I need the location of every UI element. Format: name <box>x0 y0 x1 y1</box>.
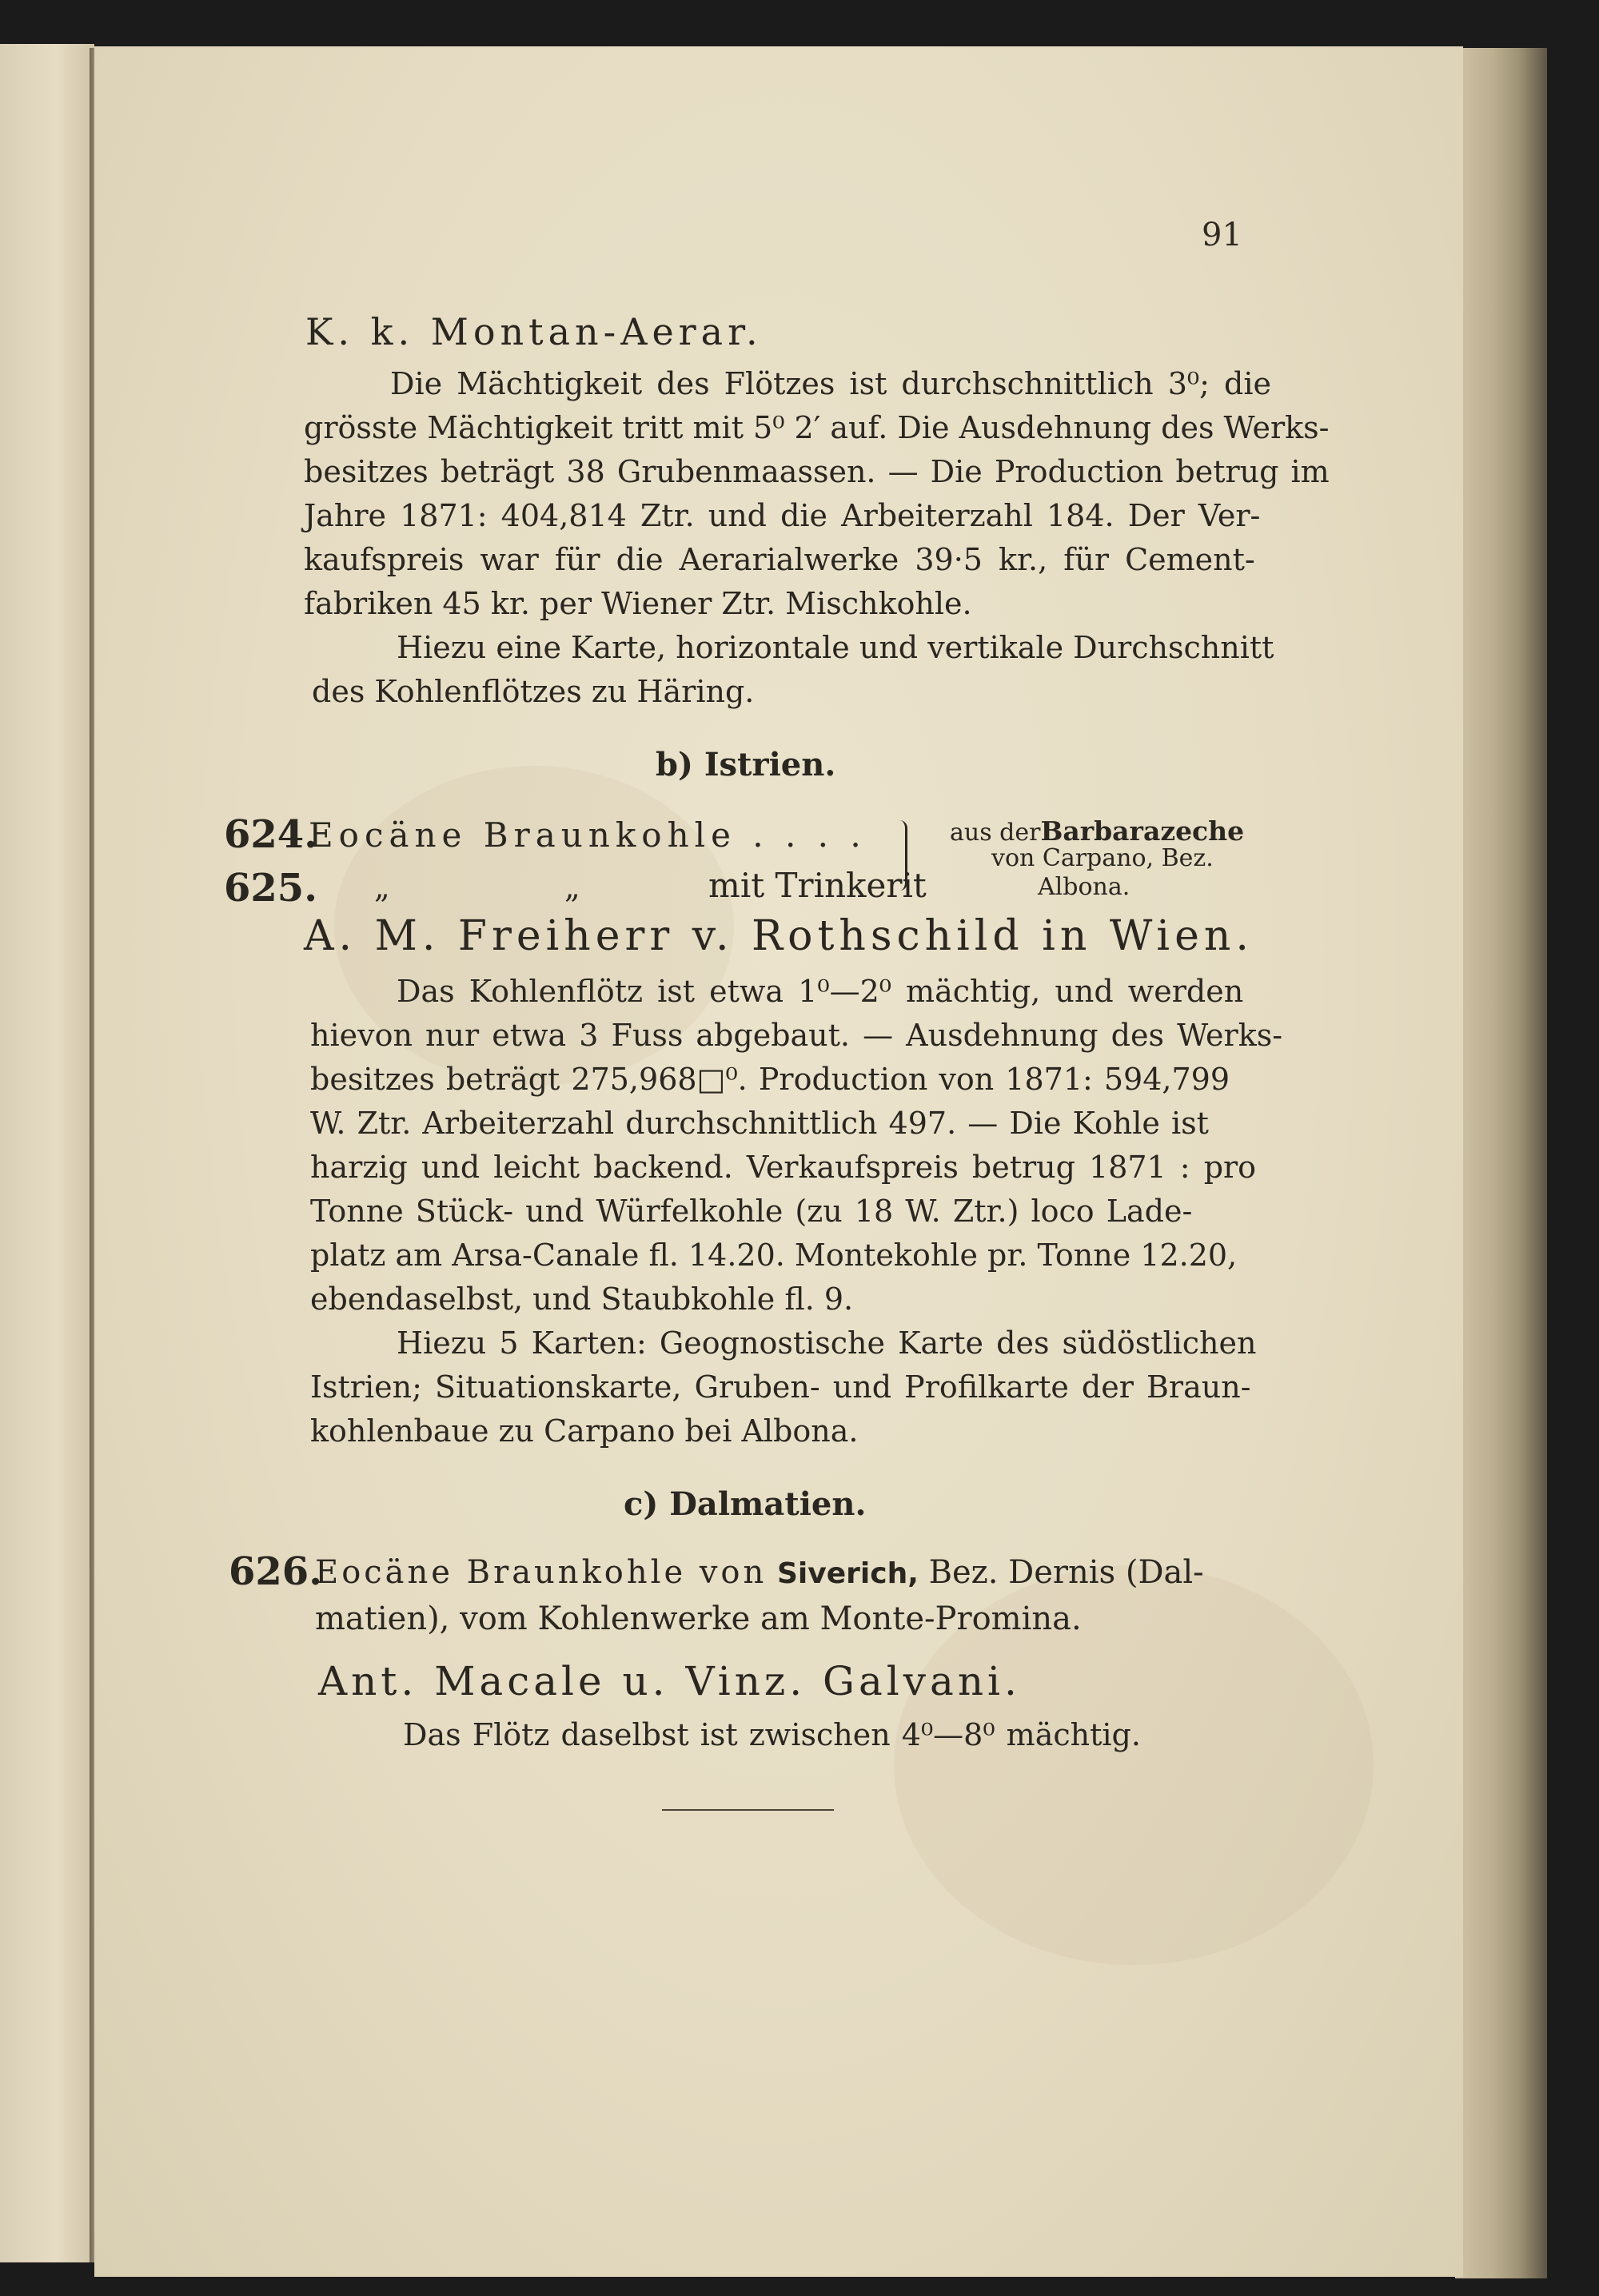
istrien-line-6: Tonne Stück- und Würfelkohle (zu 18 W. Ztr.) loco Lade- <box>310 1194 1193 1229</box>
item-626-district: Bez. Dernis (Dal- <box>928 1554 1204 1591</box>
section-istrien: b) Istrien. <box>656 746 836 783</box>
page-number: 91 <box>1202 217 1242 253</box>
aerar-line-4: Jahre 1871: 404,814 Ztr. und die Arbeiterzahl 184. Der Ver- <box>304 498 1261 533</box>
book-page <box>94 46 1463 2277</box>
aerar-line-2: grösste Mächtigkeit tritt mit 5⁰ 2′ auf. Die Ausdehnung des Werks- <box>304 410 1330 445</box>
source-mine-name: Barbarazeche <box>1040 815 1245 847</box>
dalmatien-owner: Ant. Macale u. Vinz. Galvani. <box>318 1658 1021 1704</box>
aerar-heading: K. k. Montan-Aerar. <box>305 310 763 353</box>
item-625-ditto-1: „ <box>374 870 390 905</box>
item-number-624: 624. <box>224 812 317 857</box>
item-number-626: 626. <box>229 1549 322 1594</box>
istrien-line-7: platz am Arsa-Canale fl. 14.20. Montekohle pr. Tonne 12.20, <box>310 1238 1238 1273</box>
istrien-line-10: Istrien; Situationskarte, Gruben- und Profilkarte der Braun- <box>310 1369 1251 1405</box>
facing-page-edge <box>0 44 94 2262</box>
item-626-description: Eocäne Braunkohle von <box>315 1554 768 1591</box>
item-626-place: Siverich, <box>777 1557 919 1590</box>
istrien-line-9: Hiezu 5 Karten: Geognostische Karte des südöstlichen <box>397 1325 1257 1361</box>
istrien-line-2: hievon nur etwa 3 Fuss abgebaut. — Ausdehnung des Werks- <box>310 1018 1283 1053</box>
aerar-line-7: Hiezu eine Karte, horizontale und vertikale Durchschnitt <box>397 630 1274 665</box>
aerar-line-6: fabriken 45 kr. per Wiener Ztr. Mischkohle. <box>304 586 972 621</box>
source-line-2: von Carpano, Bez. <box>991 844 1214 872</box>
istrien-line-5: harzig und leicht backend. Verkaufspreis betrug 1871 : pro <box>310 1150 1257 1185</box>
grouping-brace <box>894 820 907 891</box>
item-625-text: mit Trinkerit <box>708 866 927 905</box>
dalmatien-line-1: Das Flötz daselbst ist zwischen 4⁰—8⁰ mächtig. <box>403 1717 1141 1752</box>
item-626-line-2: matien), vom Kohlenwerke am Monte-Promina. <box>315 1600 1082 1637</box>
istrien-owner: A. M. Freiherr v. Rothschild in Wien. <box>304 912 1254 960</box>
end-rule <box>662 1809 834 1811</box>
source-prefix: aus der <box>950 819 1041 847</box>
aerar-line-1: Die Mächtigkeit des Flötzes ist durchschnittlich 3⁰; die <box>390 366 1271 401</box>
source-line-3: Albona. <box>1038 873 1130 901</box>
item-624-text: Eocäne Braunkohle . . . . <box>309 815 867 855</box>
item-625-ditto-2: „ <box>564 870 580 905</box>
aerar-line-3: besitzes beträgt 38 Grubenmaassen. — Die Production betrug im <box>304 454 1330 489</box>
istrien-line-3: besitzes beträgt 275,968□⁰. Production von 1871: 594,799 <box>310 1062 1230 1097</box>
section-dalmatien: c) Dalmatien. <box>624 1485 867 1523</box>
aerar-line-5: kaufspreis war für die Aerarialwerke 39·5 kr., für Cement- <box>304 542 1255 577</box>
istrien-line-11: kohlenbaue zu Carpano bei Albona. <box>310 1413 859 1449</box>
item-number-625: 625. <box>224 866 317 911</box>
source-line-1 <box>950 815 1244 847</box>
istrien-line-8: ebendaselbst, und Staubkohle fl. 9. <box>310 1282 854 1317</box>
aerar-line-8: des Kohlenflötzes zu Häring. <box>312 674 755 709</box>
istrien-line-1: Das Kohlenflötz ist etwa 1⁰—2⁰ mächtig, und werden <box>397 974 1244 1009</box>
page-block-edge <box>1455 48 1547 2278</box>
item-626-line-1 <box>315 1553 1204 1592</box>
istrien-line-4: W. Ztr. Arbeiterzahl durchschnittlich 497. — Die Kohle ist <box>310 1106 1209 1141</box>
